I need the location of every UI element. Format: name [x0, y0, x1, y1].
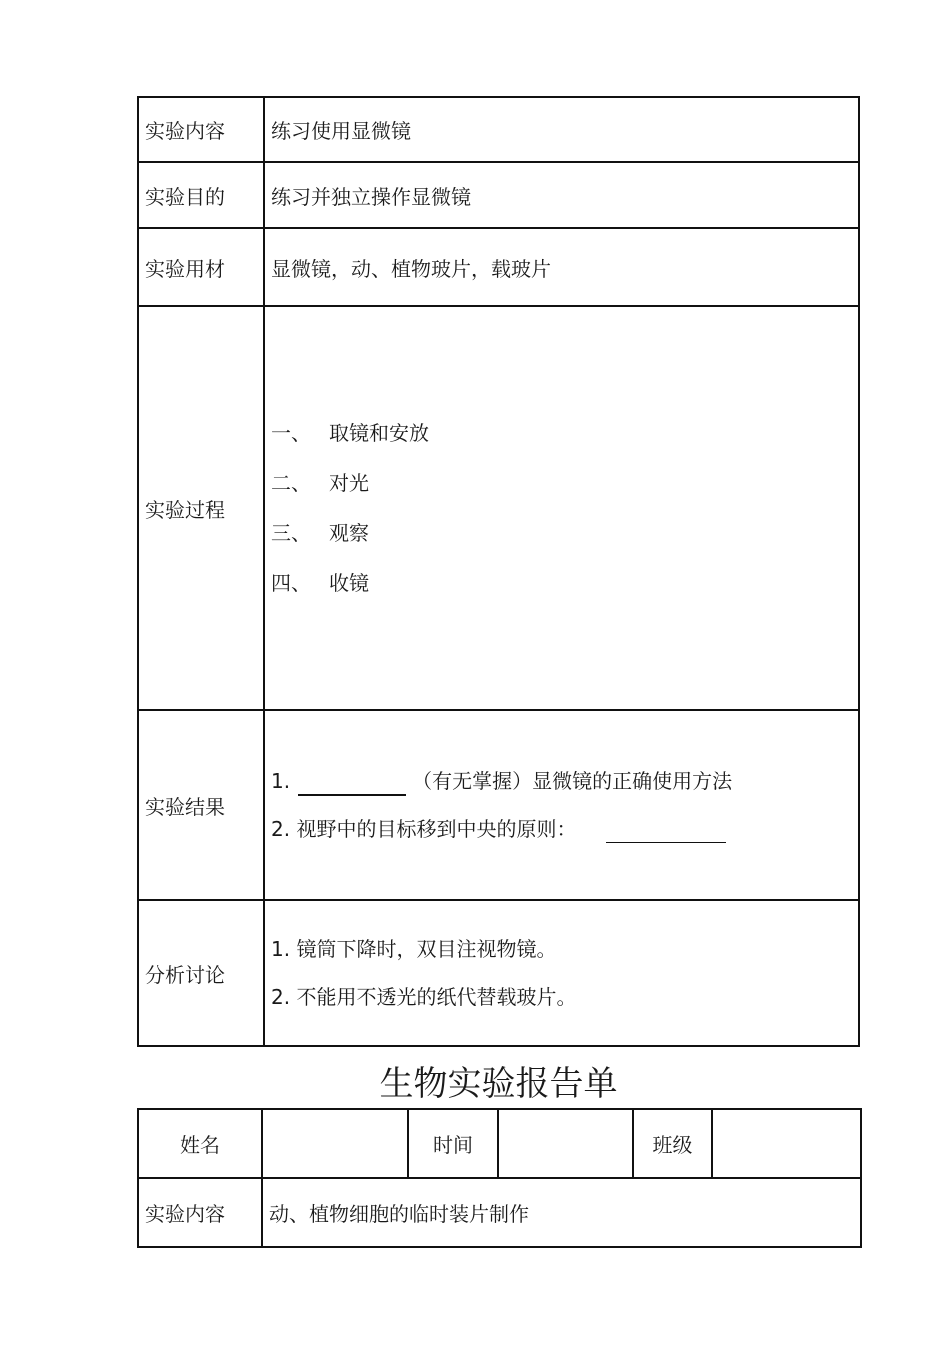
- content-value-2: 动、植物细胞的临时装片制作: [262, 1178, 861, 1247]
- step-number: 二、: [271, 471, 311, 495]
- row-result: [138, 710, 859, 900]
- process-step: [271, 458, 858, 508]
- discussion-value: [264, 900, 859, 1046]
- row-discussion: [138, 900, 859, 1046]
- process-step: [271, 408, 858, 458]
- result-1-number: 1.: [271, 769, 291, 793]
- step-text: 观察: [329, 521, 369, 545]
- discussion-line-1: 1. 镜筒下降时，双目注视物镜。: [271, 937, 557, 961]
- materials-value: 显微镜，动、植物玻片，载玻片: [264, 228, 859, 306]
- row-materials: [138, 228, 859, 306]
- step-text: 对光: [329, 471, 369, 495]
- experiment-table-1: [137, 96, 860, 1047]
- class-field[interactable]: [712, 1109, 861, 1178]
- content-label: 实验内容: [138, 97, 264, 162]
- fill-blank-1[interactable]: [298, 770, 406, 796]
- process-step: [271, 508, 858, 558]
- class-label: 班级: [633, 1109, 712, 1178]
- row-process: [138, 306, 859, 710]
- row-content: [138, 97, 859, 162]
- materials-label: 实验用材: [138, 228, 264, 306]
- row-content-2: [138, 1178, 861, 1247]
- discussion-line-2: 2. 不能用不透光的纸代替载玻片。: [271, 985, 577, 1009]
- name-label: 姓名: [138, 1109, 262, 1178]
- step-number: 一、: [271, 421, 311, 445]
- fill-blank-2[interactable]: [606, 818, 726, 843]
- row-info: [138, 1109, 861, 1178]
- result-label: 实验结果: [138, 710, 264, 900]
- row-purpose: [138, 162, 859, 228]
- step-text: 取镜和安放: [329, 421, 429, 445]
- step-number: 四、: [271, 571, 311, 595]
- discussion-label: 分析讨论: [138, 900, 264, 1046]
- time-label: 时间: [408, 1109, 498, 1178]
- content-value: 练习使用显微镜: [264, 97, 859, 162]
- purpose-value: 练习并独立操作显微镜: [264, 162, 859, 228]
- process-value: [264, 306, 859, 710]
- process-steps: [271, 408, 858, 608]
- result-line-1: [271, 757, 858, 805]
- result-1-text: （有无掌握）显微镜的正确使用方法: [412, 769, 733, 793]
- content-label-2: 实验内容: [138, 1178, 262, 1247]
- process-label: 实验过程: [138, 306, 264, 710]
- step-number: 三、: [271, 521, 311, 545]
- step-text: 收镜: [329, 571, 369, 595]
- result-2-text: 2. 视野中的目标移到中央的原则：: [271, 817, 577, 841]
- name-field[interactable]: [262, 1109, 408, 1178]
- purpose-label: 实验目的: [138, 162, 264, 228]
- page-title: 生物实验报告单: [379, 1064, 618, 1104]
- result-line-2: [271, 805, 858, 853]
- result-value: [264, 710, 859, 900]
- process-step: [271, 558, 858, 608]
- time-field[interactable]: [498, 1109, 633, 1178]
- experiment-table-2: [137, 1108, 862, 1248]
